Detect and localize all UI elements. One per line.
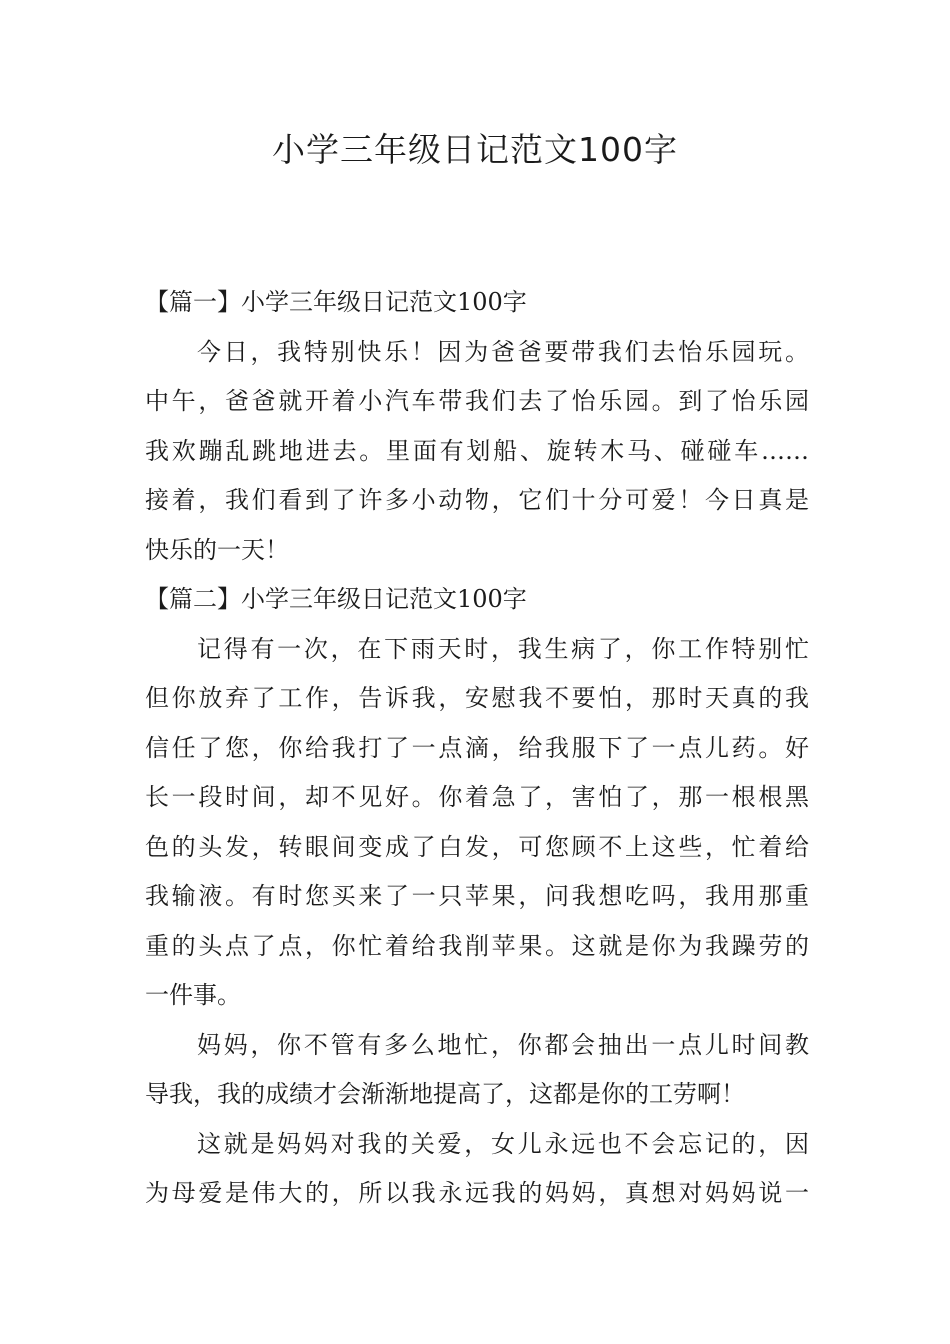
text-line: 这就是妈妈对我的关爱，女儿永远也不会忘记的，因 xyxy=(197,1129,809,1158)
text-line: 记得有一次，在下雨天时，我生病了，你工作特别忙 xyxy=(197,634,809,663)
paragraph xyxy=(145,1120,809,1219)
text-line: 今日，我特别快乐！因为爸爸要带我们去怡乐园玩。 xyxy=(197,337,809,366)
text-line: 一件事。 xyxy=(145,981,241,1009)
text-line: 长一段时间，却不见好。你着急了，害怕了，那一根根黑 xyxy=(145,783,809,811)
section xyxy=(145,278,809,575)
text-line: 接着，我们看到了许多小动物，它们十分可爱！今日真是 xyxy=(145,486,809,514)
section-heading: 【篇一】小学三年级日记范文100字 xyxy=(145,288,527,316)
text-line: 重的头点了点，你忙着给我削苹果。这就是你为我躁劳的 xyxy=(145,931,809,960)
paragraph xyxy=(145,1021,809,1120)
text-line: 信任了您，你给我打了一点滴，给我服下了一点儿药。好 xyxy=(145,733,809,762)
text-line: 为母爱是伟大的，所以我永远我的妈妈，真想对妈妈说一 xyxy=(145,1179,809,1207)
text-line: 快乐的一天！ xyxy=(145,535,289,564)
section-heading: 【篇二】小学三年级日记范文100字 xyxy=(145,585,527,613)
text-line: 中午，爸爸就开着小汽车带我们去了怡乐园。到了怡乐园 xyxy=(145,387,809,415)
document-body xyxy=(145,278,809,1219)
text-line: 我欢蹦乱跳地进去。里面有划船、旋转木马、碰碰车…… xyxy=(145,436,809,465)
section xyxy=(145,575,809,1219)
document-title: 小学三年级日记范文100字 xyxy=(272,130,678,169)
paragraph xyxy=(145,328,809,576)
text-line: 但你放弃了工作，告诉我，安慰我不要怕，那时天真的我 xyxy=(145,684,809,712)
paragraph xyxy=(145,625,809,1021)
text-line: 妈妈，你不管有多么地忙，你都会抽出一点儿时间教 xyxy=(197,1030,809,1059)
text-line: 我输液。有时您买来了一只苹果，问我想吃吗，我用那重 xyxy=(145,882,809,910)
text-line: 色的头发，转眼间变成了白发，可您顾不上这些，忙着给 xyxy=(145,832,809,861)
text-line: 导我，我的成绩才会渐渐地提高了，这都是你的工劳啊！ xyxy=(145,1080,745,1108)
